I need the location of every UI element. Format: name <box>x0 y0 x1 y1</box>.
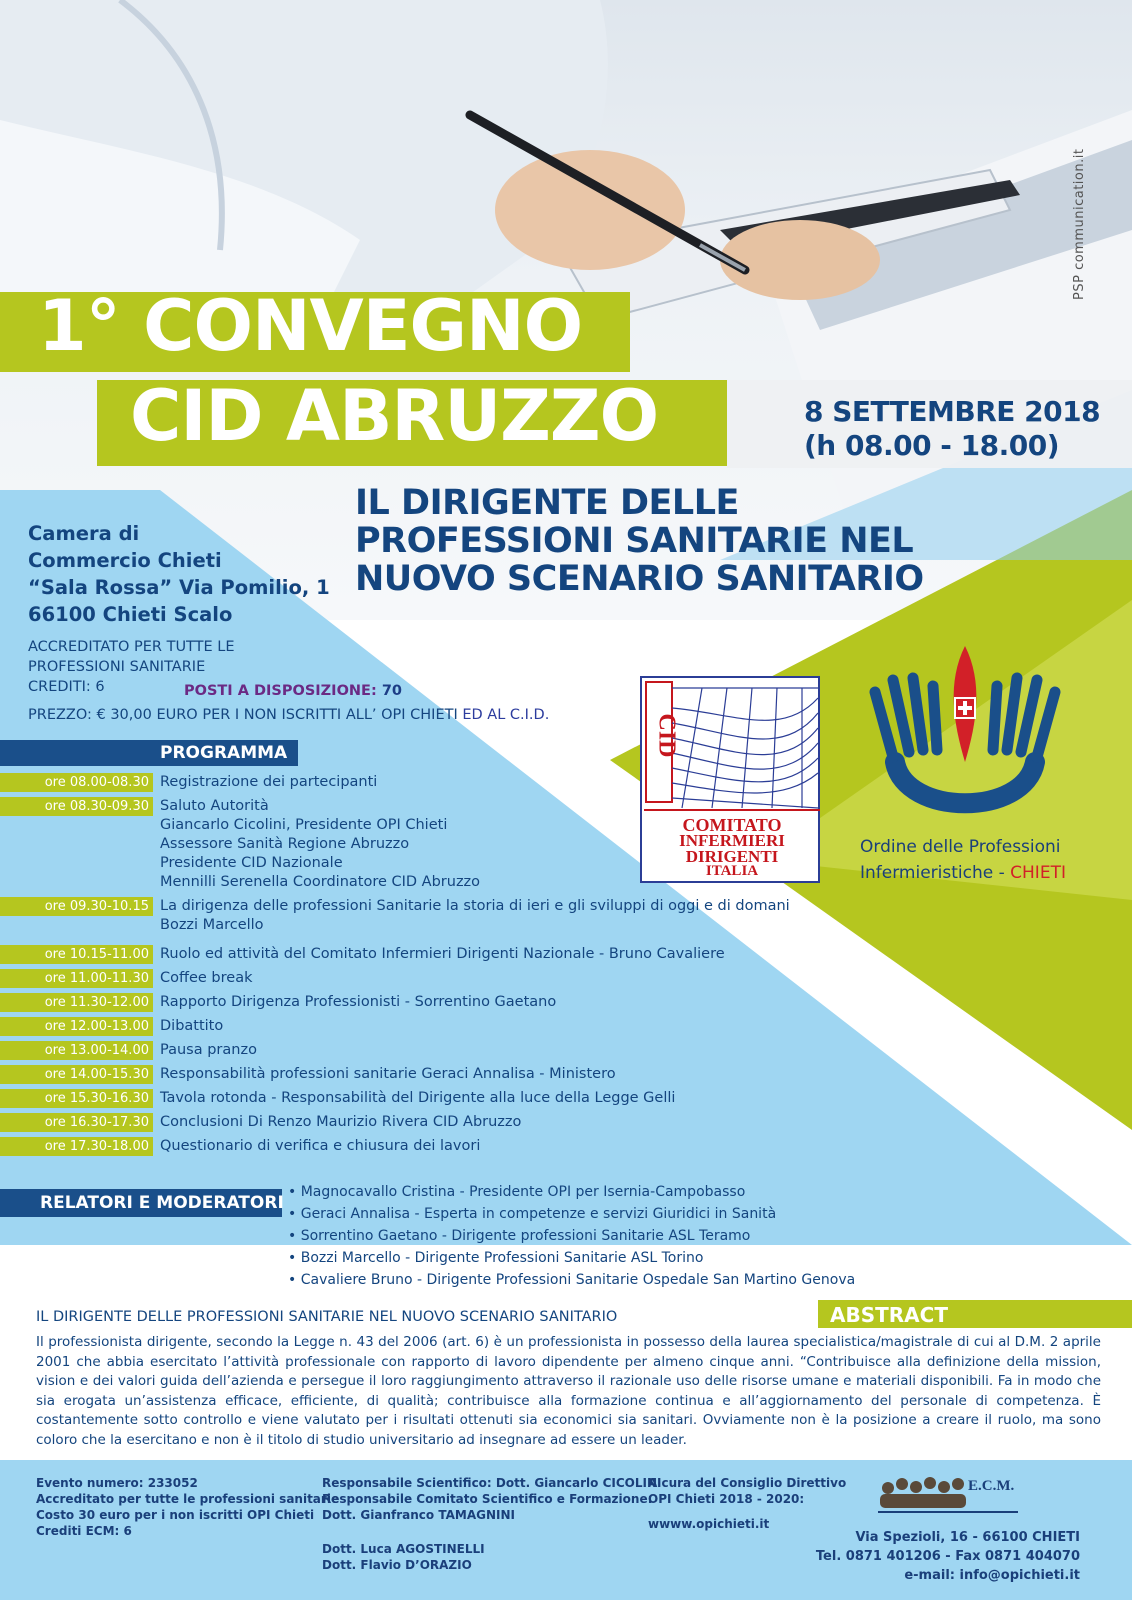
time-slot-bar <box>0 1137 153 1156</box>
footer-line: Dott. Gianfranco TAMAGNINI <box>322 1508 515 1522</box>
cid-vertical-text: CID <box>653 713 680 758</box>
seats-label: POSTI A DISPOSIZIONE: <box>184 683 377 699</box>
activity <box>160 1137 480 1156</box>
cid-line: DIRIGENTI <box>685 847 779 866</box>
list-item: • Sorrentino Gaetano - Dirigente professioni Sanitarie ASL Teramo <box>288 1225 855 1247</box>
activity <box>160 1041 257 1060</box>
time-slot: ore 15.30-16.30 <box>44 1091 149 1106</box>
time-slot: ore 11.00-11.30 <box>44 971 149 986</box>
venue-line: 66100 Chieti Scalo <box>28 603 233 626</box>
subtitle-line: NUOVO SCENARIO SANITARIO <box>355 558 924 599</box>
schedule-row <box>0 1089 1132 1108</box>
time-slot: ore 11.30-12.00 <box>44 995 149 1010</box>
activity-line: Mennilli Serenella Coordinatore CID Abruzzo <box>160 874 481 890</box>
time-slot-bar <box>0 1041 153 1060</box>
list-item: • Bozzi Marcello - Dirigente Professioni Sanitarie ASL Torino <box>288 1247 855 1269</box>
time-slot: ore 09.30-10.15 <box>44 899 149 914</box>
website-link[interactable]: wwww.opichieti.it <box>648 1517 770 1531</box>
time-slot-bar <box>0 773 153 792</box>
event-date: 8 SETTEMBRE 2018 <box>804 395 1101 428</box>
time-slot-bar <box>0 1017 153 1036</box>
activity <box>160 1113 521 1132</box>
activity-line: Bozzi Marcello <box>160 917 264 933</box>
relatori-list <box>288 1181 855 1291</box>
activity-line: Rapporto Dirigenza Professionisti - Sorrentino Gaetano <box>160 994 557 1010</box>
opi-name-part: Infermieristiche - <box>860 863 1011 883</box>
footer-line: Dott. Flavio D’ORAZIO <box>322 1558 472 1572</box>
footer-line: OPI Chieti 2018 - 2020: <box>648 1492 805 1506</box>
accreditation-line: ACCREDITATO PER TUTTE LE <box>28 639 235 655</box>
cid-line: INFERMIERI <box>679 831 785 850</box>
time-slot: ore 14.00-15.30 <box>44 1067 149 1082</box>
footer-doctors <box>322 1541 485 1573</box>
schedule-row <box>0 897 1132 935</box>
activity <box>160 897 790 935</box>
time-slot-bar <box>0 897 153 916</box>
abstract-body: Il professionista dirigente, secondo la Legge n. 43 del 2006 (art. 6) è un professionista in possesso della laurea specialistica/magistrale di cui al D.M. 2 aprile 2001 che abbia esercitato l’attività professionale con rapporto di lavoro dipendente per almeno cinque anni. “Contribuisce alla definizione della mission, vision e dei valori guida dell’azienda e persegue il loro raggiungimento attraverso il razionale uso delle risorse umane e materiali disponibili. Fa in modo che sia erogata un’assistenza efficace, efficiente, di qualità; contribuisce alla formazione continua e all’aggiornamento del personale di competenza. È costantemente sotto controllo e viene valutato per i risultati ottenuti sia economici sia sanitari. Ovviamente non è la posizione a creare il ruolo, ma sono coloro che la esercitano e non è il titolo di studio universitario ad insegnare ad essere un leader. <box>36 1334 1101 1448</box>
cid-line: COMITATO <box>682 815 782 835</box>
footer-event-info <box>36 1475 339 1539</box>
time-slot-bar <box>0 993 153 1012</box>
schedule-row <box>0 945 1132 964</box>
time-slot-bar <box>0 797 153 816</box>
schedule-row <box>0 1113 1132 1132</box>
agency-credit: PSP communication.it <box>1072 148 1087 300</box>
subtitle-line: PROFESSIONI SANITARIE NEL <box>355 520 914 561</box>
cid-logo <box>640 676 820 883</box>
footer-line: Evento numero: 233052 <box>36 1476 198 1490</box>
credits: CREDITI: 6 <box>28 679 105 695</box>
subtitle <box>355 485 924 598</box>
event-hours: (h 08.00 - 18.00) <box>804 429 1060 462</box>
time-slot-bar <box>0 969 153 988</box>
opi-city: CHIETI <box>1010 863 1066 883</box>
schedule-row <box>0 1065 1132 1084</box>
activity-line: Registrazione dei partecipanti <box>160 774 378 790</box>
price <box>28 707 549 723</box>
venue <box>28 520 330 628</box>
venue-line: Camera di <box>28 522 140 545</box>
ecm-label: E.C.M. <box>968 1478 1015 1494</box>
footer-responsabili <box>322 1475 661 1523</box>
available-seats <box>184 683 402 699</box>
activity <box>160 1017 223 1036</box>
accreditation-line: PROFESSIONI SANITARIE <box>28 659 206 675</box>
activity-line: Assessore Sanità Regione Abruzzo <box>160 836 410 852</box>
activity-line: Conclusioni Di Renzo Maurizio Rivera CID Abruzzo <box>160 1114 522 1130</box>
footer-line: Dott. Luca AGOSTINELLI <box>322 1542 485 1556</box>
email-link[interactable]: e-mail: info@opichieti.it <box>904 1568 1080 1583</box>
opi-name <box>860 834 1066 886</box>
activity <box>160 797 480 892</box>
activity-line: Giancarlo Cicolini, Presidente OPI Chieti <box>160 817 448 833</box>
footer-line: Responsabile Scientifico: Dott. Giancarlo CICOLINI <box>322 1476 662 1490</box>
price-text: PREZZO: € 30,00 EURO PER I NON ISCRITTI ALL’ OPI CHIETI <box>28 707 458 723</box>
time-slot: ore 08.00-08.30 <box>44 775 149 790</box>
time-slot: ore 17.30-18.00 <box>44 1139 149 1154</box>
activity-line: Questionario di verifica e chiusura dei lavori <box>160 1138 481 1154</box>
contact-info <box>780 1528 1080 1585</box>
time-slot-bar <box>0 945 153 964</box>
opi-name-line: Ordine delle Professioni <box>860 837 1061 857</box>
cid-line: ITALIA <box>705 863 759 879</box>
activity-line: Dibattito <box>160 1018 224 1034</box>
activity <box>160 1089 675 1108</box>
schedule-row <box>0 1041 1132 1060</box>
footer-line: A cura del Consiglio Direttivo <box>648 1476 847 1490</box>
opi-name-line <box>860 860 1066 886</box>
schedule-row <box>0 1017 1132 1036</box>
programma-heading: PROGRAMMA <box>160 743 288 763</box>
opi-hands-logo <box>865 642 1065 832</box>
time-slot-bar <box>0 1065 153 1084</box>
title-line-2: CID ABRUZZO <box>130 375 659 457</box>
activity <box>160 1065 616 1084</box>
list-item: • Magnocavallo Cristina - Presidente OPI per Isernia-Campobasso <box>288 1181 855 1203</box>
schedule-row <box>0 993 1132 1012</box>
time-slot: ore 13.00-14.00 <box>44 1043 149 1058</box>
schedule-row <box>0 1137 1132 1156</box>
time-slot: ore 16.30-17.30 <box>44 1115 149 1130</box>
activity <box>160 773 377 792</box>
time-slot: ore 12.00-13.00 <box>44 1019 149 1034</box>
title-line-1: 1° CONVEGNO <box>38 285 583 367</box>
footer-line: Accreditato per tutte le professioni sanitarie <box>36 1492 340 1506</box>
activity-line: Pausa pranzo <box>160 1042 257 1058</box>
time-slot-bar <box>0 1089 153 1108</box>
footer-line: Costo 30 euro per i non iscritti OPI Chieti <box>36 1508 315 1522</box>
time-slot: ore 08.30-09.30 <box>44 799 149 814</box>
price-tail: ED AL C.I.D. <box>462 707 550 723</box>
phone-fax: Tel. 0871 401206 - Fax 0871 404070 <box>815 1549 1080 1564</box>
venue-line: “Sala Rossa” Via Pomilio, 1 <box>28 576 330 599</box>
activity-line: Presidente CID Nazionale <box>160 855 343 871</box>
activity <box>160 945 725 964</box>
venue-line: Commercio Chieti <box>28 549 222 572</box>
activity-line: Tavola rotonda - Responsabilità del Dirigente alla luce della Legge Gelli <box>160 1090 676 1106</box>
relatori-heading: RELATORI E MODERATORI <box>40 1193 284 1213</box>
activity-line: La dirigenza delle professioni Sanitarie la storia di ieri e gli sviluppi di oggi e di domani <box>160 898 790 914</box>
activity <box>160 969 253 988</box>
activity <box>160 993 556 1012</box>
footer-consiglio <box>648 1475 846 1507</box>
abstract-tag: ABSTRACT <box>830 1303 948 1327</box>
schedule-row <box>0 969 1132 988</box>
list-item: • Cavaliere Bruno - Dirigente Professioni Sanitarie Ospedale San Martino Genova <box>288 1269 855 1291</box>
footer-line: Responsabile Comitato Scientifico e Formazione: <box>322 1492 653 1506</box>
activity-line: Saluto Autorità <box>160 798 269 814</box>
activity-line: Responsabilità professioni sanitarie Geraci Annalisa - Ministero <box>160 1066 616 1082</box>
activity-line: Ruolo ed attività del Comitato Infermieri Dirigenti Nazionale - Bruno Cavaliere <box>160 946 725 962</box>
subtitle-line: IL DIRIGENTE DELLE <box>355 483 739 523</box>
abstract-heading: IL DIRIGENTE DELLE PROFESSIONI SANITARIE NEL NUOVO SCENARIO SANITARIO <box>36 1309 618 1325</box>
address: Via Spezioli, 16 - 66100 CHIETI <box>855 1530 1080 1545</box>
footer-line: Crediti ECM: 6 <box>36 1524 132 1538</box>
time-slot-bar <box>0 1113 153 1132</box>
time-slot: ore 10.15-11.00 <box>44 947 149 962</box>
seats-value: 70 <box>381 683 402 699</box>
list-item: • Geraci Annalisa - Esperta in competenze e servizi Giuridici in Sanità <box>288 1203 855 1225</box>
activity-line: Coffee break <box>160 970 253 986</box>
